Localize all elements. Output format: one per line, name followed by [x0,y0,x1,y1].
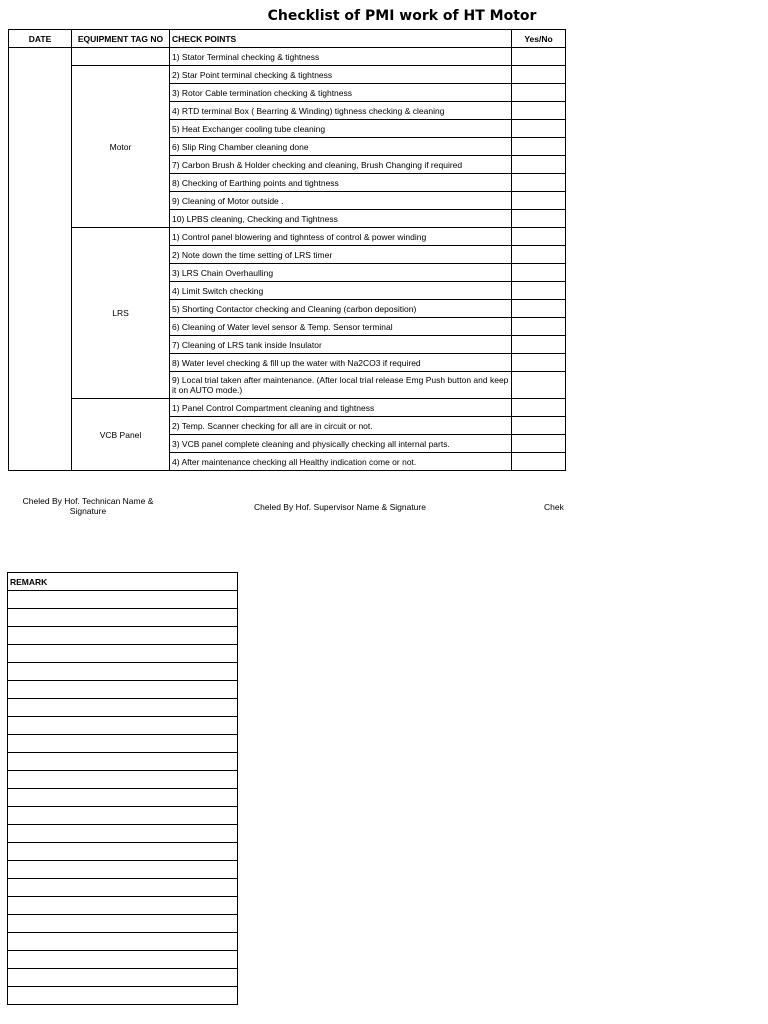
remark-line[interactable] [8,789,238,807]
third-signature-label: Chek [544,502,564,512]
equipment-tag-cell: VCB Panel [72,399,170,471]
check-point-cell: 4) Limit Switch checking [170,282,512,300]
check-point-cell: 7) Cleaning of LRS tank inside Insulator [170,336,512,354]
check-point-cell: 10) LPBS cleaning, Checking and Tightness [170,210,512,228]
yes-no-cell[interactable] [512,228,566,246]
check-point-cell: 8) Water level checking & fill up the water with Na2CO3 if required [170,354,512,372]
yes-no-cell[interactable] [512,435,566,453]
technician-signature-label: Cheled By Hof. Technican Name & Signature [22,496,154,516]
yes-no-cell[interactable] [512,399,566,417]
remark-line[interactable] [8,987,238,1005]
check-point-cell: 6) Slip Ring Chamber cleaning done [170,138,512,156]
yes-no-cell[interactable] [512,84,566,102]
remark-line[interactable] [8,699,238,717]
checklist-table [8,29,566,471]
yes-no-cell[interactable] [512,246,566,264]
check-point-cell: 7) Carbon Brush & Holder checking and cleaning, Brush Changing if required [170,156,512,174]
yes-no-cell[interactable] [512,336,566,354]
remark-line[interactable] [8,969,238,987]
check-point-cell: 4) After maintenance checking all Healthy indication come or not. [170,453,512,471]
check-point-cell: 9) Local trial taken after maintenance. (After local trial release Emg Push button and keep it on AUTO mode.) [170,372,512,399]
yes-no-cell[interactable] [512,417,566,435]
remark-line[interactable] [8,933,238,951]
table-row [9,228,566,246]
check-point-cell: 8) Checking of Earthing points and tightness [170,174,512,192]
equipment-tag-cell [72,48,170,66]
remark-line[interactable] [8,717,238,735]
check-point-cell: 1) Panel Control Compartment cleaning and tightness [170,399,512,417]
check-point-cell: 5) Shorting Contactor checking and Cleaning (carbon deposition) [170,300,512,318]
remark-table [7,572,238,1005]
table-row [9,48,566,66]
yes-no-cell[interactable] [512,156,566,174]
check-point-cell: 4) RTD terminal Box ( Bearring & Winding) tighness checking & cleaning [170,102,512,120]
yes-no-cell[interactable] [512,354,566,372]
remark-line[interactable] [8,915,238,933]
yes-no-cell[interactable] [512,174,566,192]
remark-line[interactable] [8,591,238,609]
page-clip-area [566,0,768,1024]
remark-line[interactable] [8,627,238,645]
remark-line[interactable] [8,879,238,897]
check-point-cell: 1) Stator Terminal checking & tightness [170,48,512,66]
check-point-cell: 3) VCB panel complete cleaning and physically checking all internal parts. [170,435,512,453]
remark-line[interactable] [8,645,238,663]
table-row [9,66,566,84]
remark-line[interactable] [8,771,238,789]
yes-no-cell[interactable] [512,120,566,138]
check-point-cell: 9) Cleaning of Motor outside . [170,192,512,210]
remark-line[interactable] [8,825,238,843]
yes-no-cell[interactable] [512,192,566,210]
yes-no-cell[interactable] [512,102,566,120]
remark-line[interactable] [8,951,238,969]
check-point-cell: 3) LRS Chain Overhaulling [170,264,512,282]
yes-no-cell[interactable] [512,372,566,399]
yes-no-cell[interactable] [512,210,566,228]
check-point-cell: 5) Heat Exchanger cooling tube cleaning [170,120,512,138]
remark-line[interactable] [8,663,238,681]
yes-no-cell[interactable] [512,282,566,300]
header-date: DATE [9,30,72,48]
remark-line[interactable] [8,681,238,699]
remark-line[interactable] [8,897,238,915]
check-point-cell: 2) Temp. Scanner checking for all are in circuit or not. [170,417,512,435]
yes-no-cell[interactable] [512,318,566,336]
equipment-tag-cell: LRS [72,228,170,399]
header-check-points: CHECK POINTS [170,30,512,48]
check-point-cell: 2) Star Point terminal checking & tightness [170,66,512,84]
remark-line[interactable] [8,807,238,825]
supervisor-signature-label: Cheled By Hof. Supervisor Name & Signature [254,502,426,512]
header-yes-no: Yes/No [512,30,566,48]
remark-line[interactable] [8,609,238,627]
remark-line[interactable] [8,735,238,753]
check-point-cell: 1) Control panel blowering and tighntess of control & power winding [170,228,512,246]
document-title: Checklist of PMI work of HT Motor [267,8,537,24]
check-point-cell: 3) Rotor Cable termination checking & tightness [170,84,512,102]
yes-no-cell[interactable] [512,300,566,318]
yes-no-cell[interactable] [512,66,566,84]
remark-header: REMARK [8,573,238,591]
yes-no-cell[interactable] [512,138,566,156]
yes-no-cell[interactable] [512,264,566,282]
remark-line[interactable] [8,753,238,771]
remark-line[interactable] [8,861,238,879]
remark-line[interactable] [8,843,238,861]
check-point-cell: 2) Note down the time setting of LRS timer [170,246,512,264]
header-equipment-tag: EQUIPMENT TAG NO [72,30,170,48]
check-point-cell: 6) Cleaning of Water level sensor & Temp. Sensor terminal [170,318,512,336]
yes-no-cell[interactable] [512,453,566,471]
date-cell[interactable] [9,48,72,471]
equipment-tag-cell: Motor [72,66,170,228]
table-row [9,399,566,417]
yes-no-cell[interactable] [512,48,566,66]
